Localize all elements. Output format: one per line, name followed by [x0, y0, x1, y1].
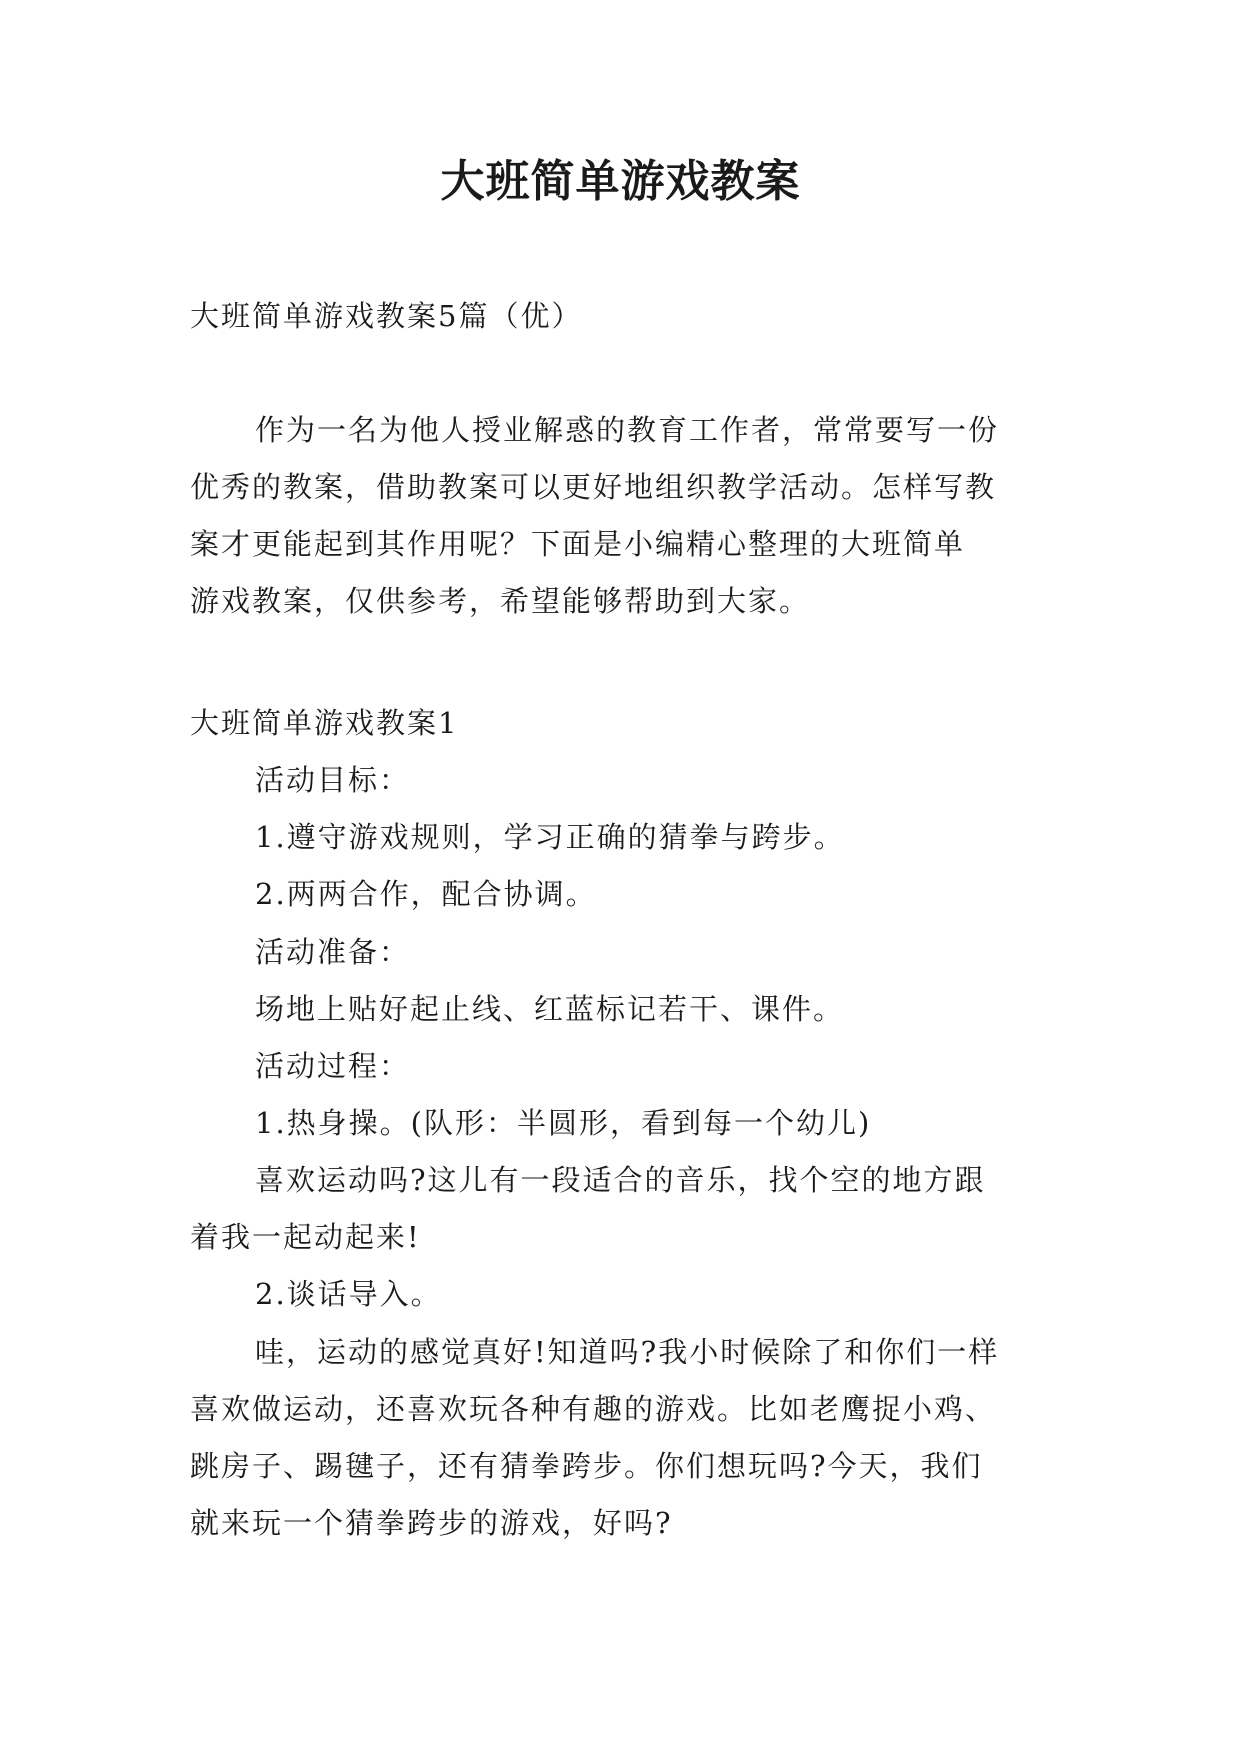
section-heading: 大班简单游戏教案1 [190, 706, 459, 740]
prep-label: 活动准备： [255, 935, 411, 969]
step-heading: 1.热身操。(队形：半圆形，看到每一个幼儿) [255, 1106, 872, 1140]
document-subtitle: 大班简单游戏教案5篇（优） [190, 299, 583, 333]
goal-label: 活动目标： [255, 763, 411, 797]
intro-line: 案才更能起到其作用呢？下面是小编精心整理的大班简单 [190, 527, 966, 561]
intro-line: 优秀的教案，借助教案可以更好地组织教学活动。怎样写教 [190, 470, 997, 504]
step-text-line: 着我一起动起来! [190, 1220, 421, 1254]
process-label: 活动过程： [255, 1049, 411, 1083]
step-text-line: 就来玩一个猜拳跨步的游戏，好吗? [190, 1506, 673, 1540]
intro-line: 作为一名为他人授业解惑的教育工作者，常常要写一份 [255, 413, 1000, 447]
step-text-line: 喜欢做运动，还喜欢玩各种有趣的游戏。比如老鹰捉小鸡、 [190, 1392, 997, 1426]
step-heading: 2.谈话导入。 [255, 1277, 442, 1311]
prep-text: 场地上贴好起止线、红蓝标记若干、课件。 [255, 992, 845, 1026]
step-text-line: 哇，运动的感觉真好!知道吗?我小时候除了和你们一样 [255, 1335, 1000, 1369]
step-text-line: 跳房子、踢毽子，还有猜拳跨步。你们想玩吗?今天，我们 [190, 1449, 983, 1483]
step-text-line: 喜欢运动吗?这儿有一段适合的音乐，找个空的地方跟 [255, 1163, 986, 1197]
goal-item: 1.遵守游戏规则，学习正确的猜拳与跨步。 [255, 820, 845, 854]
goal-item: 2.两两合作，配合协调。 [255, 877, 597, 911]
intro-line: 游戏教案，仅供参考，希望能够帮助到大家。 [190, 584, 811, 618]
document-title: 大班简单游戏教案 [440, 156, 801, 207]
